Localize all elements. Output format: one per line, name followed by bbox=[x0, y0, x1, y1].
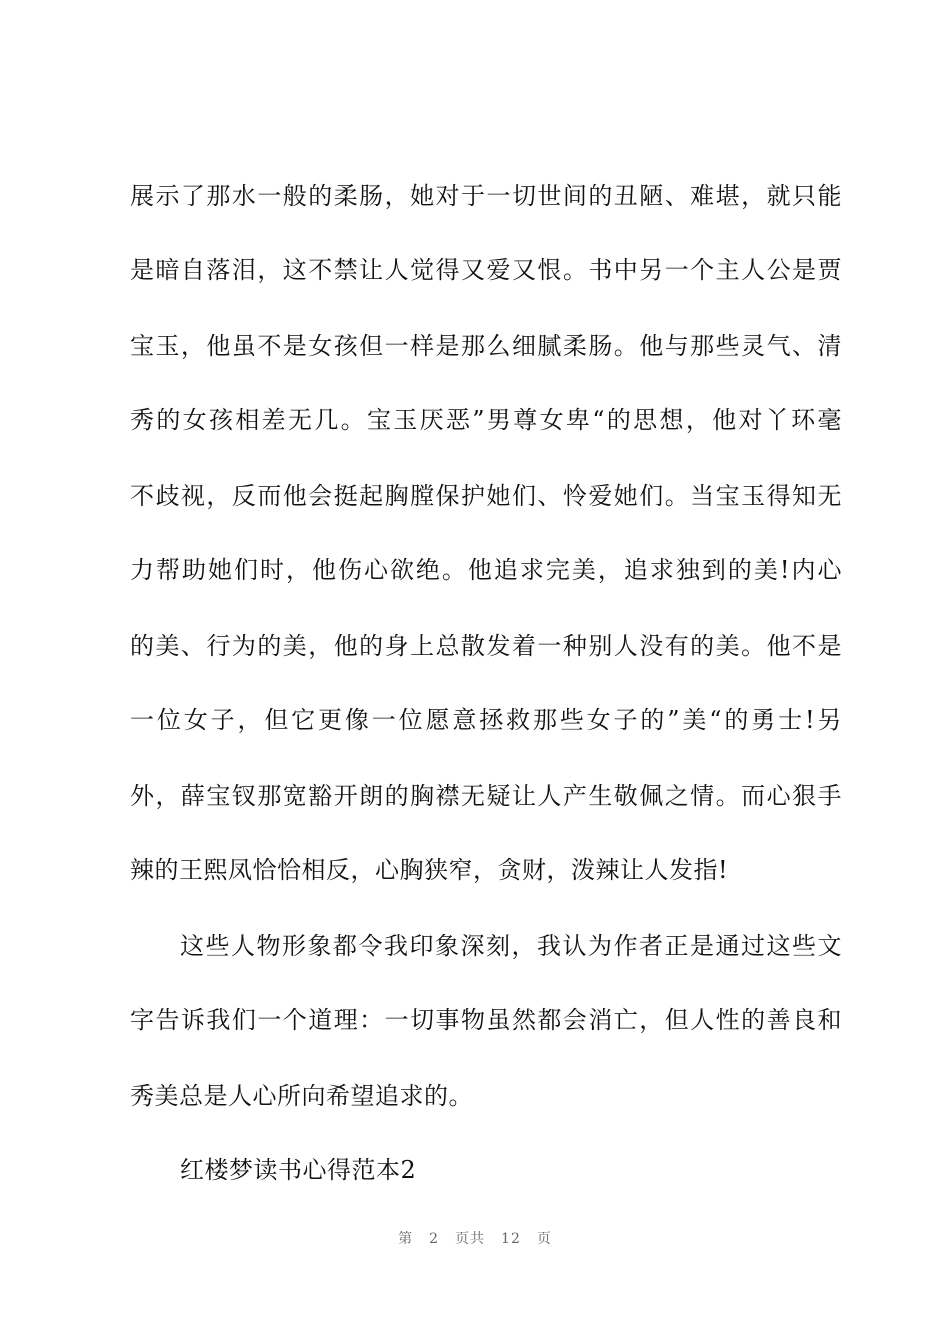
text-line: 这些人物形象都令我印象深刻，我认为作者正是通过这些文 bbox=[180, 932, 842, 960]
page-footer bbox=[0, 1228, 950, 1248]
text-line: 展示了那水一般的柔肠，她对于一切世间的丑陋、难堪，就只能 bbox=[130, 182, 842, 210]
footer-total-pages: 12 bbox=[501, 1231, 521, 1247]
footer-middle: 页共 bbox=[455, 1231, 486, 1247]
footer-suffix: 页 bbox=[536, 1231, 552, 1247]
section-heading: 红楼梦读书心得范本2 bbox=[180, 1156, 417, 1184]
text-line: 力帮助她们时，他伤心欲绝。他追求完美，追求独到的美!内心 bbox=[130, 556, 842, 584]
text-line: 宝玉，他虽不是女孩但一样是那么细腻柔肠。他与那些灵气、清 bbox=[130, 332, 842, 360]
text-line: 辣的王熙凤恰恰相反，心胸狭窄，贪财，泼辣让人发指! bbox=[130, 856, 729, 884]
text-line: 是暗自落泪，这不禁让人觉得又爱又恨。书中另一个主人公是贾 bbox=[130, 256, 842, 284]
text-line: 一位女子，但它更像一位愿意拯救那些女子的”美“的勇士!另 bbox=[130, 706, 842, 734]
footer-prefix: 第 bbox=[398, 1231, 414, 1247]
text-line: 的美、行为的美，他的身上总散发着一种别人没有的美。他不是 bbox=[130, 632, 842, 660]
text-line: 外，薛宝钗那宽豁开朗的胸襟无疑让人产生敬佩之情。而心狠手 bbox=[130, 782, 842, 810]
footer-page-number: 2 bbox=[429, 1231, 440, 1247]
text-line: 不歧视，反而他会挺起胸膛保护她们、怜爱她们。当宝玉得知无 bbox=[130, 482, 842, 510]
text-line: 字告诉我们一个道理：一切事物虽然都会消亡，但人性的善良和 bbox=[130, 1006, 842, 1034]
text-line: 秀美总是人心所向希望追求的。 bbox=[130, 1082, 473, 1110]
text-line: 秀的女孩相差无几。宝玉厌恶”男尊女卑“的思想，他对丫环毫 bbox=[130, 406, 842, 434]
